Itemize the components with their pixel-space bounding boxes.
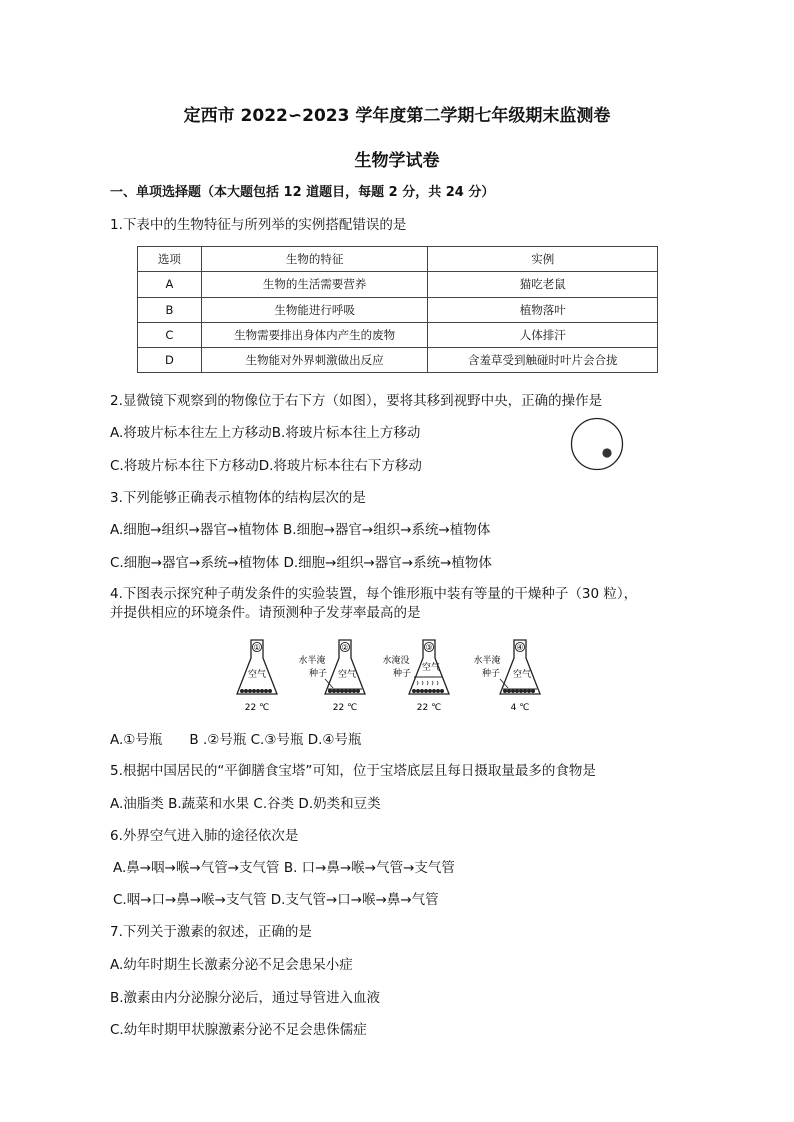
flask-side-label: 水半淹 <box>298 656 326 666</box>
flask-side-label: 种子 <box>308 669 328 679</box>
page-subtitle: 生物学试卷 <box>354 151 440 171</box>
flask-temperature: 22 ℃ <box>416 703 442 713</box>
table-row <box>138 348 658 373</box>
q3-options-line2: C.细胞→器官→系统→植物体 D.细胞→组织→器官→系统→植物体 <box>110 555 492 571</box>
flask-temperature: 22 ℃ <box>244 703 270 713</box>
table-cell: B <box>138 297 202 322</box>
flask-side-label: 种子 <box>481 669 501 679</box>
q3-stem: 3.下列能够正确表示植物体的结构层次的是 <box>110 490 366 506</box>
q4-stem-line2: 并提供相应的环境条件。请预测种子发芽率最高的是 <box>110 605 421 621</box>
object-image-dot <box>602 448 611 457</box>
flask-number: ③ <box>425 643 433 652</box>
flask-temperature: 22 ℃ <box>332 703 358 713</box>
flask-number: ① <box>253 643 261 652</box>
table-row <box>138 322 658 347</box>
q3-options-line1: A.细胞→组织→器官→植物体 B.细胞→器官→组织→系统→植物体 <box>110 522 491 538</box>
table-row <box>138 297 658 322</box>
q4-stem-line1: 4.下图表示探究种子萌发条件的实验装置，每个锥形瓶中装有等量的干燥种子（30 粒）， <box>110 586 638 602</box>
q5-options: A.油脂类 B.蔬菜和水果 C.谷类 D.奶类和豆类 <box>110 796 381 812</box>
table-cell: 人体排汗 <box>428 322 658 347</box>
flask-air-label: 空气 <box>337 670 357 680</box>
table-cell: D <box>138 348 202 373</box>
table-header-row <box>138 247 658 272</box>
section-heading: 一、单项选择题（本大题包括 12 道题目，每题 2 分，共 24 分） <box>110 185 495 200</box>
table-header-cell: 实例 <box>428 247 658 272</box>
q5-stem: 5.根据中国居民的“平御膳食宝塔”可知，位于宝塔底层且每日摄取量最多的食物是 <box>110 763 596 779</box>
flask-air-label: 空气 <box>512 670 532 680</box>
q4-options: A.①号瓶 B .②号瓶 C.③号瓶 D.④号瓶 <box>110 732 362 748</box>
flask-3 <box>382 640 449 713</box>
q7-option-c: C.幼年时期甲状腺激素分泌不足会患侏儒症 <box>110 1022 367 1038</box>
q6-options-line1: A.鼻→咽→喉→气管→支气管 B. 口→鼻→喉→气管→支气管 <box>113 860 455 876</box>
flask-2 <box>298 640 365 713</box>
table-header-cell: 生物的特征 <box>201 247 428 272</box>
q2-options-line2: C.将玻片标本往下方移动D.将玻片标本往右下方移动 <box>110 458 422 474</box>
q1-stem: 1.下表中的生物特征与所列举的实例搭配错误的是 <box>110 217 407 233</box>
flask-number: ② <box>341 643 349 652</box>
flask-1 <box>237 640 277 713</box>
q2-stem: 2.显微镜下观察到的物像位于右下方（如图），要将其移到视野中央，正确的操作是 <box>110 393 603 409</box>
table-cell: 生物能进行呼吸 <box>201 297 428 322</box>
q1-table <box>137 246 658 373</box>
table-cell: 植物落叶 <box>428 297 658 322</box>
flask-side-label: 水半淹 <box>473 656 501 666</box>
table-cell: 含羞草受到触碰时叶片会合拢 <box>428 348 658 373</box>
flask-air-label: 空气 <box>247 670 267 680</box>
q6-stem: 6.外界空气进入肺的途径依次是 <box>110 828 299 844</box>
flask-4 <box>473 640 540 713</box>
table-cell: A <box>138 272 202 297</box>
microscope-field-figure <box>568 416 628 472</box>
table-header-cell: 选项 <box>138 247 202 272</box>
table-cell: 生物的生活需要营养 <box>201 272 428 297</box>
q7-stem: 7.下列关于激素的叙述，正确的是 <box>110 924 312 940</box>
flask-side-label: 水淹没 <box>382 656 410 666</box>
q6-options-line2: C.咽→口→鼻→喉→支气管 D.支气管→口→喉→鼻→气管 <box>113 892 439 908</box>
flask-air-label: 空气 <box>421 663 441 673</box>
q2-options-line1: A.将玻片标本往左上方移动B.将玻片标本往上方移动 <box>110 425 421 441</box>
flask-temperature: 4 ℃ <box>510 703 530 713</box>
field-of-view-circle <box>572 419 623 470</box>
table-cell: 猫吃老鼠 <box>428 272 658 297</box>
q7-option-a: A.幼年时期生长激素分泌不足会患呆小症 <box>110 957 353 973</box>
table-cell: C <box>138 322 202 347</box>
table-cell: 生物需要排出身体内产生的废物 <box>201 322 428 347</box>
table-cell: 生物能对外界刺激做出反应 <box>201 348 428 373</box>
flask-side-label: 种子 <box>392 669 412 679</box>
page-title: 定西市 2022∽2023 学年度第二学期七年级期末监测卷 <box>183 106 611 126</box>
seed-germination-figure <box>230 636 560 718</box>
q7-option-b: B.激素由内分泌腺分泌后，通过导管进入血液 <box>110 990 381 1006</box>
flask-number: ④ <box>516 643 524 652</box>
table-row <box>138 272 658 297</box>
